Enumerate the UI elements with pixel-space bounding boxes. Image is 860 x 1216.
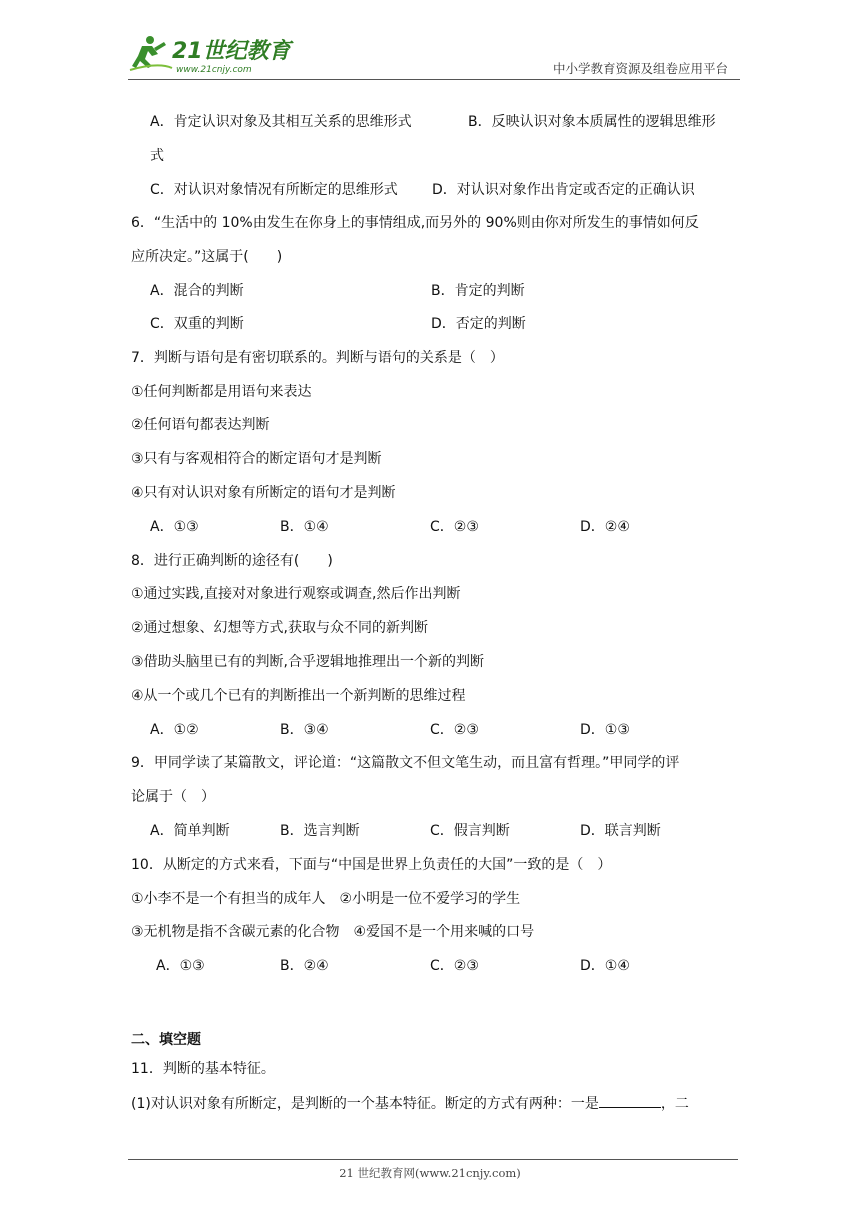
q7-statement-2: ②任何语句都表达判断 bbox=[131, 417, 270, 433]
q11-part1-text: (1)对认识对象有所断定，是判断的一个基本特征。断定的方式有两种：一是 bbox=[131, 1096, 599, 1112]
q5-option-a: A．肯定认识对象及其相互关系的思维形式 bbox=[150, 114, 412, 130]
q9-option-a: A．简单判断 bbox=[150, 823, 230, 839]
q7-option-a: A．①③ bbox=[150, 519, 199, 535]
q8-option-b: B．③④ bbox=[280, 722, 329, 738]
q11-stem: 11．判断的基本特征。 bbox=[131, 1061, 275, 1077]
q6-stem-line2: 应所决定。”这属于( ) bbox=[131, 249, 283, 265]
header-divider bbox=[128, 79, 740, 80]
q7-statement-3: ③只有与客观相符合的断定语句才是判断 bbox=[131, 451, 382, 467]
page-header bbox=[128, 32, 740, 80]
answer-blank[interactable] bbox=[599, 1093, 661, 1108]
q8-option-c: C．②③ bbox=[430, 722, 479, 738]
q9-option-c: C．假言判断 bbox=[430, 823, 510, 839]
site-logo bbox=[128, 32, 298, 78]
q11-part1 bbox=[131, 1093, 689, 1114]
q11-part1-text-end: ，二 bbox=[660, 1096, 689, 1112]
section-title-fill-in: 二、填空题 bbox=[131, 1032, 201, 1048]
footer-text: 21 世纪教育网(www.21cnjy.com) bbox=[339, 1166, 521, 1180]
q5-option-b-cont: 式 bbox=[150, 148, 164, 164]
runner-icon bbox=[130, 36, 172, 70]
q8-option-d: D．①③ bbox=[580, 722, 630, 738]
q10-statements-1-2: ①小李不是一个有担当的成年人 ②小明是一位不爱学习的学生 bbox=[131, 891, 521, 907]
svg-text:21世纪教育: 21世纪教育 bbox=[172, 39, 291, 64]
q8-statement-1: ①通过实践,直接对对象进行观察或调查,然后作出判断 bbox=[131, 586, 461, 602]
q5-option-d: D．对认识对象作出肯定或否定的正确认识 bbox=[432, 182, 695, 198]
q7-statement-1: ①任何判断都是用语句来表达 bbox=[131, 384, 312, 400]
q9-option-d: D．联言判断 bbox=[580, 823, 661, 839]
q8-statement-4: ④从一个或几个已有的判断推出一个新判断的思维过程 bbox=[131, 688, 466, 704]
q6-option-d: D．否定的判断 bbox=[431, 316, 526, 332]
q6-option-a: A．混合的判断 bbox=[150, 283, 244, 299]
site-name: 中小学教育资源及组卷应用平台 bbox=[552, 61, 728, 76]
q10-option-d: D．①④ bbox=[580, 958, 630, 974]
q7-stem: 7．判断与语句是有密切联系的。判断与语句的关系是（ ） bbox=[131, 350, 504, 366]
q10-option-c: C．②③ bbox=[430, 958, 479, 974]
q7-option-b: B．①④ bbox=[280, 519, 329, 535]
q10-option-a: A．①③ bbox=[156, 958, 205, 974]
q6-option-b: B．肯定的判断 bbox=[431, 283, 525, 299]
q6-option-c: C．双重的判断 bbox=[150, 316, 244, 332]
q8-stem: 8．进行正确判断的途径有( ) bbox=[131, 553, 333, 569]
q5-option-b: B．反映认识对象本质属性的逻辑思维形 bbox=[468, 114, 716, 130]
q10-option-b: B．②④ bbox=[280, 958, 329, 974]
q7-option-c: C．②③ bbox=[430, 519, 479, 535]
q5-option-c: C．对认识对象情况有所断定的思维形式 bbox=[150, 182, 398, 198]
q8-option-a: A．①② bbox=[150, 722, 199, 738]
q7-option-d: D．②④ bbox=[580, 519, 630, 535]
q9-stem-line1: 9．甲同学读了某篇散文，评论道：“这篇散文不但文笔生动，而且富有哲理。”甲同学的评 bbox=[131, 755, 680, 771]
q6-stem-line1: 6．“生活中的 10%由发生在你身上的事情组成,而另外的 90%则由你对所发生的事情如何反 bbox=[131, 215, 699, 231]
footer-divider bbox=[128, 1159, 738, 1160]
q9-option-b: B．选言判断 bbox=[280, 823, 360, 839]
q8-statement-2: ②通过想象、幻想等方式,获取与众不同的新判断 bbox=[131, 620, 428, 636]
q8-statement-3: ③借助头脑里已有的判断,合乎逻辑地推理出一个新的判断 bbox=[131, 654, 484, 670]
svg-text:www.21cnjy.com: www.21cnjy.com bbox=[176, 65, 252, 75]
q7-statement-4: ④只有对认识对象有所断定的语句才是判断 bbox=[131, 485, 396, 501]
q10-stem: 10．从断定的方式来看，下面与“中国是世界上负责任的大国”一致的是（ ） bbox=[131, 857, 612, 873]
q10-statements-3-4: ③无机物是指不含碳元素的化合物 ④爱国不是一个用来喊的口号 bbox=[131, 924, 535, 940]
q9-stem-line2: 论属于（ ） bbox=[131, 789, 215, 805]
